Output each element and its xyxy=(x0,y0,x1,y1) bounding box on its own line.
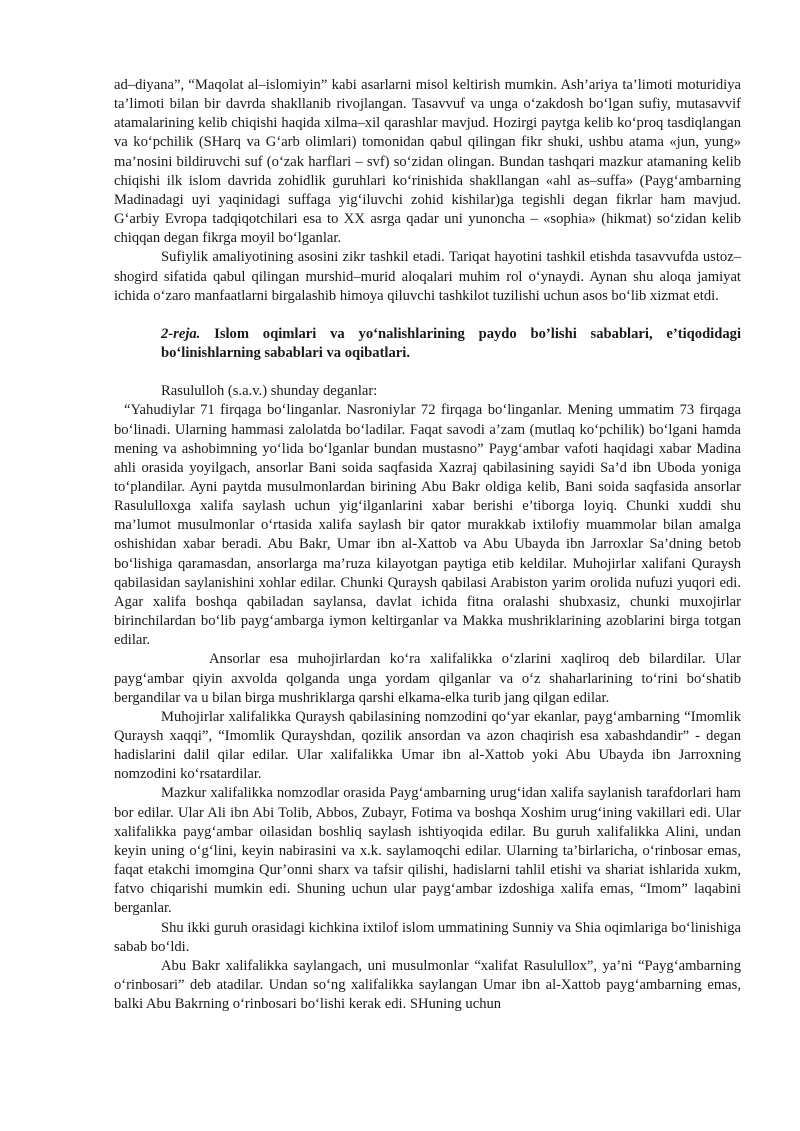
paragraph-3: Rasululloh (s.a.v.) shunday deganlar: xyxy=(161,383,378,400)
paragraph-8: Shu ikki guruh orasidagi kichkina ixtilof islom ummatining Sunniy va Shia oqimlariga bo‘linishiga sabab bo‘ldi. xyxy=(114,919,741,955)
paragraph-6: Muhojirlar xalifalikka Quraysh qabilasining nomzodini qo‘yar ekanlar, payg‘ambarning “Imomlik Quraysh xaqqi”, “Imomlik Qurayshdan, qozilik ansordan va azon chaqirish esa xabashdandir” - degan hadislarini dalil qilar edilar. Ular xalifalikka Umar ibn al-Xattob yoki Abu Ubayda ibn Jarroxning nomzodini ko‘rsatardilar. xyxy=(114,708,741,783)
paragraph-7: Mazkur xalifalikka nomzodlar orasida Payg‘ambarning urug‘idan xalifa saylanish tarafdorlari ham bor edilar. Ular Ali ibn Abi Tolib, Abbos, Zubayr, Fotima va boshqa Xoshim urug‘ining vakillari edi. Ular xalifalikka payg‘ambar oilasidan boshliq saylash ishtiyoqida edilar. Bu guruh xalifalikka Alini, undan keyin uning o‘g‘lini, keyin nabirasini va x.k. saylamoqchi edilar. Ularning ta’birlaricha, o‘rinbosar emas, faqat etakchi imomgina Qur’onni sharx va tafsir qilishi, hadislarni tahlil etishi va shariat ishlarida xukm, fatvo chiqarishi mumkin edi. Shuning uchun ular payg‘ambar izdoshiga xalifa emas, “Imom” laqabini berganlar. xyxy=(114,785,741,917)
paragraph-5: Ansorlar esa muhojirlardan ko‘ra xalifalikka o‘zlarini xaqliroq deb bilardilar. Ular payg‘ambar qiyin axvolda qolganda unga yordam qilganlar va o‘z shaharlarining to‘rini bo‘shatib bergandilar va u bilan birga mushriklarga qarshi elkama-elka turib jang qilgan edilar. xyxy=(114,651,741,706)
paragraph-2: Sufiylik amaliyotining asosini zikr tashkil etadi. Tariqat hayotini tashkil etishda tasavvufda ustoz–shogird sifatida qabul qilingan murshid–murid aloqalari muhim rol o‘ynaydi. Aynan shu aloqa jamiyat ichida o‘zaro manfaatlarni birgalashib himoya qiluvchi tashkilot tuzilishi uchun asos bo‘lib xizmat etdi. xyxy=(114,249,741,304)
paragraph-4-hadith: “Yahudiylar 71 firqaga bo‘linganlar. Nasroniylar 72 firqaga bo‘linganlar. Mening ummatim 73 firqaga bo‘linadi. Ularning hammasi zalolatda bo‘ladilar. Faqat savodi a’zam (mutlaq ko‘pchilik) bo‘lgani hamda mening va ashobimning yo‘lida bo‘lganlar bundan mustasno” Payg‘ambar vafoti haqidagi xabar Madina ahli orasida yoyilgach, ansorlar Bani soida saqfasida Xazraj qabilasining sayidi Sa’d ibn Uboda yoniga to‘plandilar. Ayni paytda musulmonlardan birining Abu Bakr oldiga kelib, Bani soida saqfasida ansorlar Rasululloxga xalifa saylash uchun yig‘ilganlarini xabar berishi e’tiborga loyiq. Chunki xuddi shu ma’lumot musulmonlar o‘rtasida xalifa saylash bir qator murakkab ixtilofiy muammolar bilan amalga oshishidan xabar beradi. Abu Bakr, Umar ibn al-Xattob va Abu Ubayda ibn Jarroxlar Sa’dning betob bo‘lishiga qaramasdan, ansorlarga ma’ruza kilayotgan paytiga etib keldilar. Muhojirlar xalifani Quraysh qabilasidan saylanishini xohlar edilar. Chunki Quraysh qabilasi Arabiston yarim orolida nufuzi yuqori edi. Agar xalifa boshqa qabiladan saylansa, davlat ichida fitna oralashi shubxasiz, chunki muxojirlar birinchilardan bo‘lib payg‘ambarga iymon keltirganlar va Makka mushriklarining azoblarini birga totgan edilar. xyxy=(114,402,741,649)
heading-title: Islom oqimlari va yo‘nalishlarining paydo bo’lishi sabablari, e’tiqodidagi bo‘linishlarning sabablari va oqibatlari. xyxy=(161,325,741,362)
paragraph-9: Abu Bakr xalifalikka saylangach, uni musulmonlar “xalifat Rasulullox”, ya’ni “Payg‘ambarning o‘rinbosari” deb atadilar. Undan so‘ng xalifalikka saylangan Umar ibn al-Xattob payg‘ambarning emas, balki Abu Bakrning o‘rinbosari bo‘lishi kerak edi. SHuning uchun xyxy=(114,957,741,1013)
document-page xyxy=(114,76,741,1014)
section-heading xyxy=(114,325,741,363)
paragraph-1: ad–diyana”, “Maqolat al–islomiyin” kabi asarlarni misol keltirish mumkin. Ash’ariya ta’limoti moturidiya ta’limoti bilan bir davrda shakllanib rivojlangan. Tasavvuf va unga o‘zakdosh bo‘lgan sufiy, mutasavvif atamalarining kelib chiqishi haqida xilma–xil qarashlar mavjud. Hozirgi paytga kelib ko‘proq tasdiqlangan va ko‘pchilik (SHarq va G‘arb olimlari) tomonidan qabul qilingan fikr shuki, ushbu atama «jun, yung» ma’nosini bildiruvchi suf (o‘zak harflari – svf) so‘zidan olingan. Bundan tashqari mazkur atamaning kelib chiqishi ilk islom davrida zohidlik guruhlari ko‘rinishida shakllangan «ahl as–suffa» (Payg‘ambarning Madinadagi uyi yaqinidagi suffaga yig‘iluvchi zohid kishilar)ga tegishli degan fikrlar ham mavjud. G‘arbiy Evropa tadqiqotchilari esa to XX asrga qadar uni yunoncha – «sophia» (hikmat) so‘zidan kelib chiqqan degan fikrga moyil bo‘lganlar. xyxy=(114,77,741,247)
heading-reja-label: 2-reja. xyxy=(161,325,201,342)
